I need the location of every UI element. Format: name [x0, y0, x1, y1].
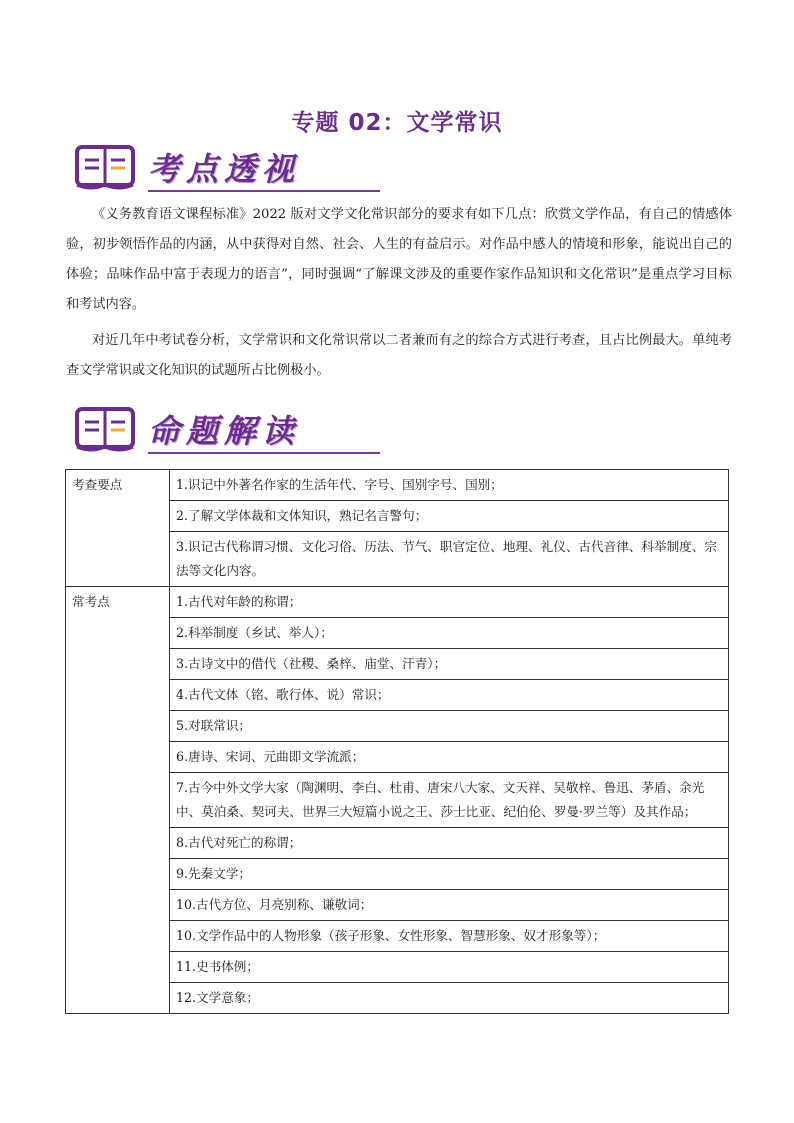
table-cell: 3.古诗文中的借代（社稷、桑梓、庙堂、汗青）； [170, 649, 729, 680]
paragraph-1: 《义务教育语文课程标准》2022 版对文学文化常识部分的要求有如下几点：欣赏文学作品，有自己的情感体验，初步领悟作品的内涵，从中获得对自然、社会、人生的有益启示。对作品中感人的情境和形象，能说出自己的体验；品味作品中富于表现力的语言”，同时强调“了解课文涉及的重要作家作品知识和文化常识”是重点学习目标和考试内容。 [66, 207, 732, 312]
table-cell: 12.文学意象； [170, 983, 729, 1014]
table-cell: 6.唐诗、宋词、元曲即文学流派； [170, 742, 729, 773]
table-row [66, 587, 729, 618]
table-cell: 1.识记中外著名作家的生活年代、字号、国别字号、国别； [170, 470, 729, 501]
paragraph-2: 对近几年中考试卷分析，文学常识和文化常识常以二者兼而有之的综合方式进行考查，且占比例最大。单纯考查文学常识或文化知识的试题所占比例极小。 [66, 333, 732, 378]
book-icon [74, 144, 136, 190]
book-icon [74, 406, 136, 452]
section-underline [148, 190, 380, 192]
table-cell: 10.文学作品中的人物形象（孩子形象、女性形象、智慧形象、奴才形象等）； [170, 921, 729, 952]
table-cell: 2.了解文学体裁和文体知识，熟记名言警句； [170, 501, 729, 532]
table-cell: 9.先秦文学； [170, 859, 729, 890]
exam-points-table [65, 469, 729, 1014]
table-cell: 11.史书体例； [170, 952, 729, 983]
section-title: 命题解读 [148, 412, 301, 450]
table-cell: 1.古代对年龄的称谓； [170, 587, 729, 618]
table-cell: 10.古代方位、月亮别称、谦敬词； [170, 890, 729, 921]
section-heading-2 [74, 404, 314, 454]
table-cell: 4.古代文体（铭、歌行体、说）常识； [170, 680, 729, 711]
table-cell: 2.科举制度（乡试、举人）； [170, 618, 729, 649]
table-cell: 3.识记古代称谓习惯、文化习俗、历法、节气、职官定位、地理、礼仪、古代音律、科举制度、宗法等文化内容。 [170, 532, 729, 587]
row-category: 常考点 [66, 587, 170, 1014]
section-underline [148, 452, 380, 454]
table-row [66, 470, 729, 501]
row-category: 考查要点 [66, 470, 170, 587]
table-cell: 5.对联常识； [170, 711, 729, 742]
table-cell: 7.古今中外文学大家（陶渊明、李白、杜甫、唐宋八大家、文天祥、吴敬梓、鲁迅、茅盾、余光中、莫泊桑、契诃夫、世界三大短篇小说之王、莎士比亚、纪伯伦、罗曼·罗兰等）及其作品； [170, 773, 729, 828]
page-title: 专题 02：文学常识 [291, 110, 503, 136]
section-title: 考点透视 [148, 150, 301, 188]
table-cell: 8.古代对死亡的称谓； [170, 828, 729, 859]
section-heading-1 [74, 142, 314, 192]
